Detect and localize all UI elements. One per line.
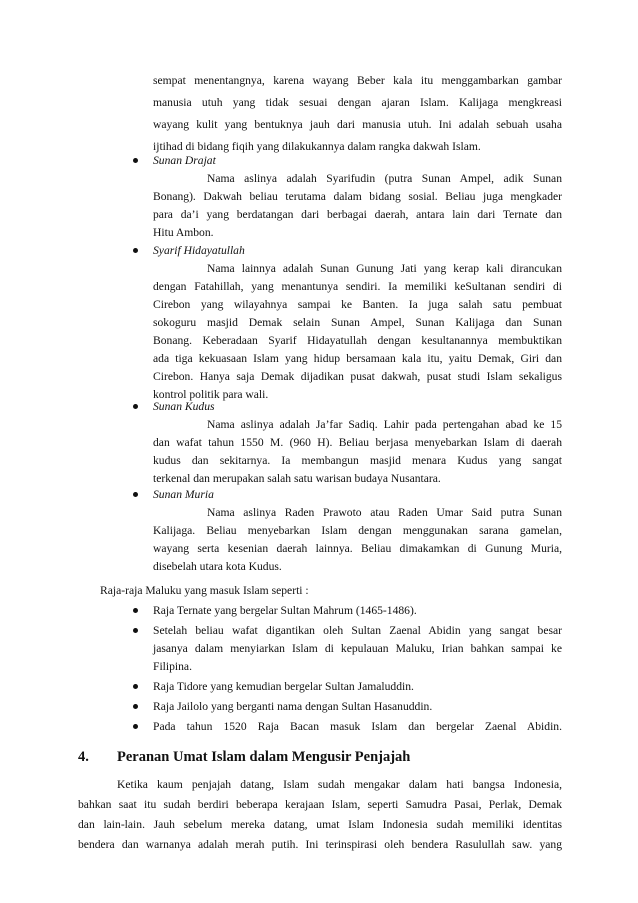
paragraph-line: Ketika kaum penjajah datang, Islam sudah mengakar dalam hati bangsa Indonesia,: [117, 778, 562, 791]
paragraph-line: bendera dan warnanya adalah merah putih. Ini terinspirasi oleh bendera Rasulullah saw. yang: [78, 838, 562, 851]
sunan-name: Sunan Drajat: [153, 154, 216, 167]
list-item: Pada tahun 1520 Raja Bacan masuk Islam dan bergelar Zaenal Abidin.: [153, 720, 562, 733]
bullet-icon: [133, 684, 138, 689]
list-item: Raja Ternate yang bergelar Sultan Mahrum (1465-1486).: [153, 604, 417, 617]
bullet-icon: [133, 158, 138, 163]
list-item: Raja Jailolo yang berganti nama dengan Sultan Hasanuddin.: [153, 700, 433, 713]
paragraph-line: disebelah utara kota Kudus.: [153, 560, 282, 573]
paragraph-line: Hitu Ambon.: [153, 226, 214, 239]
bullet-icon: [133, 704, 138, 709]
list-item-continuation: Filipina.: [153, 660, 192, 673]
paragraph-line: kontrol politik para wali.: [153, 388, 269, 401]
bullet-icon: [133, 248, 138, 253]
sunan-name: Syarif Hidayatullah: [153, 244, 245, 257]
bullet-icon: [133, 608, 138, 613]
paragraph-line: ada tiga kekuasaan Islam yang hidup bersamaan kala itu, yaitu Demak, Giri dan: [153, 352, 562, 365]
paragraph-line: dan lain-lain. Jauh sebelum mereka datang, umat Islam Indonesia sudah memiliki identitas: [78, 818, 562, 831]
section-number: 4.: [78, 749, 89, 765]
bullet-icon: [133, 724, 138, 729]
section-title: Peranan Umat Islam dalam Mengusir Penjajah: [117, 749, 411, 765]
list-item: Raja Tidore yang kemudian bergelar Sultan Jamaluddin.: [153, 680, 414, 693]
paragraph-line: terkenal dan merupakan salah satu warisan budaya Nusantara.: [153, 472, 441, 485]
paragraph-line: Bonang). Dakwah beliau terutama dalam bidang sosial. Beliau juga mengkader: [153, 190, 562, 203]
paragraph-line: Nama lainnya adalah Sunan Gunung Jati yang kerap kali dirancukan: [207, 262, 562, 275]
paragraph-line: Cirebon. Hanya saja Demak dijadikan pusat dakwah, pusat studi Islam sekaligus: [153, 370, 562, 383]
maluku-intro: Raja-raja Maluku yang masuk Islam seperti :: [100, 584, 309, 597]
bullet-icon: [133, 628, 138, 633]
paragraph-line: sempat menentangnya, karena wayang Beber kala itu menggambarkan gambar: [153, 74, 562, 87]
bullet-icon: [133, 492, 138, 497]
paragraph-line: wayang serta kesenian daerah lainnya. Beliau dimakamkan di Gunung Muria,: [153, 542, 562, 555]
paragraph-line: Nama aslinya adalah Syarifudin (putra Sunan Ampel, adik Sunan: [207, 172, 562, 185]
paragraph-line: Nama aslinya Raden Prawoto atau Raden Umar Said putra Sunan: [207, 506, 562, 519]
paragraph-line: dengan Fatahillah, yang menantunya sendiri. Ia memiliki keSultanan sendiri di: [153, 280, 562, 293]
paragraph-line: wayang kulit yang bentuknya jauh dari manusia utuh. Ini adalah sebuah usaha: [153, 118, 562, 131]
paragraph-line: para da’i yang berdatangan dari berbagai daerah, antara lain dari Ternate dan: [153, 208, 562, 221]
sunan-name: Sunan Muria: [153, 488, 214, 501]
sunan-name: Sunan Kudus: [153, 400, 215, 413]
paragraph-line: Kalijaga. Beliau menyebarkan Islam dengan menggunakan sarana gamelan,: [153, 524, 562, 537]
list-item-continuation: jasanya dalam menyiarkan Islam di kepulauan Maluku, Irian bahkan sampai ke: [153, 642, 562, 655]
paragraph-line: bahkan saat itu sudah berdiri beberapa kerajaan Islam, seperti Samudra Pasai, Perlak, Demak: [78, 798, 562, 811]
paragraph-line: kudus dan sekitarnya. Ia membangun masjid menara Kudus yang sangat: [153, 454, 562, 467]
paragraph-line: Nama aslinya adalah Ja’far Sadiq. Lahir pada pertengahan abad ke 15: [207, 418, 562, 431]
bullet-icon: [133, 404, 138, 409]
paragraph-line: ijtihad di bidang fiqih yang dilakukannya dalam rangka dakwah Islam.: [153, 140, 481, 153]
paragraph-line: Cirebon yang wilayahnya sampai ke Banten. Ia juga salah satu pembuat: [153, 298, 562, 311]
paragraph-line: sokoguru masjid Demak selain Sunan Ampel, Sunan Kalijaga dan Sunan: [153, 316, 562, 329]
paragraph-line: manusia utuh yang tidak sesuai dengan ajaran Islam. Kalijaga mengkreasi: [153, 96, 562, 109]
list-item: Setelah beliau wafat digantikan oleh Sultan Zaenal Abidin yang sangat besar: [153, 624, 562, 637]
paragraph-line: dan wafat tahun 1550 M. (960 H). Beliau berjasa menyebarkan Islam di daerah: [153, 436, 562, 449]
paragraph-line: Bonang. Keberadaan Syarif Hidayatullah dengan kesultanannya membuktikan: [153, 334, 562, 347]
